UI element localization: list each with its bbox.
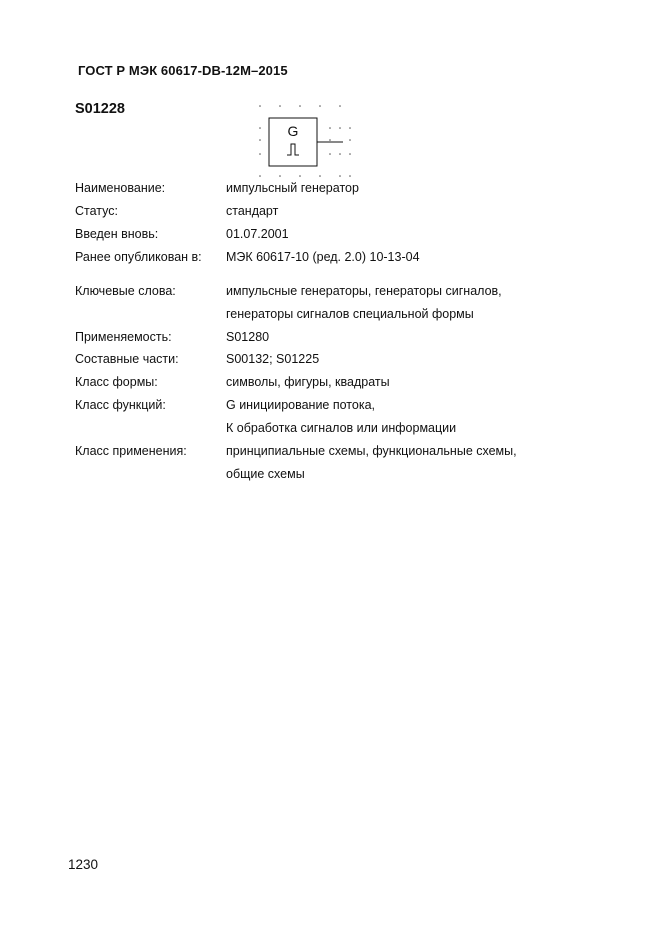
introduced-value: 01.07.2001 [226, 227, 289, 241]
published-label: Ранее опубликован в: [75, 250, 202, 264]
application-class-line-2: общие схемы [226, 467, 305, 481]
keywords-label: Ключевые слова: [75, 284, 176, 298]
keywords-line-1: импульсные генераторы, генераторы сигналов, [226, 284, 502, 298]
components-label: Составные части: [75, 352, 179, 366]
application-class-line-1: принципиальные схемы, функциональные схемы, [226, 444, 517, 458]
shape-class-label: Класс формы: [75, 375, 158, 389]
symbol-letter: G [287, 123, 299, 139]
status-label: Статус: [75, 204, 118, 218]
page-number: 1230 [68, 857, 99, 872]
name-value: импульсный генератор [226, 181, 359, 195]
function-class-line-1: G инициирование потока, [226, 398, 376, 412]
symbol-figure [250, 102, 360, 182]
published-value: МЭК 60617-10 (ред. 2.0) 10-13-04 [226, 250, 420, 264]
components-value: S00132; S01225 [226, 352, 320, 366]
applicability-label: Применяемость: [75, 330, 172, 344]
symbol-code: S01228 [75, 101, 125, 117]
shape-class-value: символы, фигуры, квадраты [226, 375, 390, 389]
application-class-label: Класс применения: [75, 444, 187, 458]
document-header: ГОСТ Р МЭК 60617-DB-12M–2015 [78, 63, 288, 78]
name-label: Наименование: [75, 181, 166, 195]
introduced-label: Введен вновь: [75, 227, 159, 241]
keywords-line-2: генераторы сигналов специальной формы [226, 307, 474, 321]
pulse-icon [287, 144, 299, 155]
function-class-label: Класс функций: [75, 398, 166, 412]
applicability-value: S01280 [226, 330, 270, 344]
status-value: стандарт [226, 204, 279, 218]
function-class-line-2: К обработка сигналов или информации [226, 421, 457, 435]
